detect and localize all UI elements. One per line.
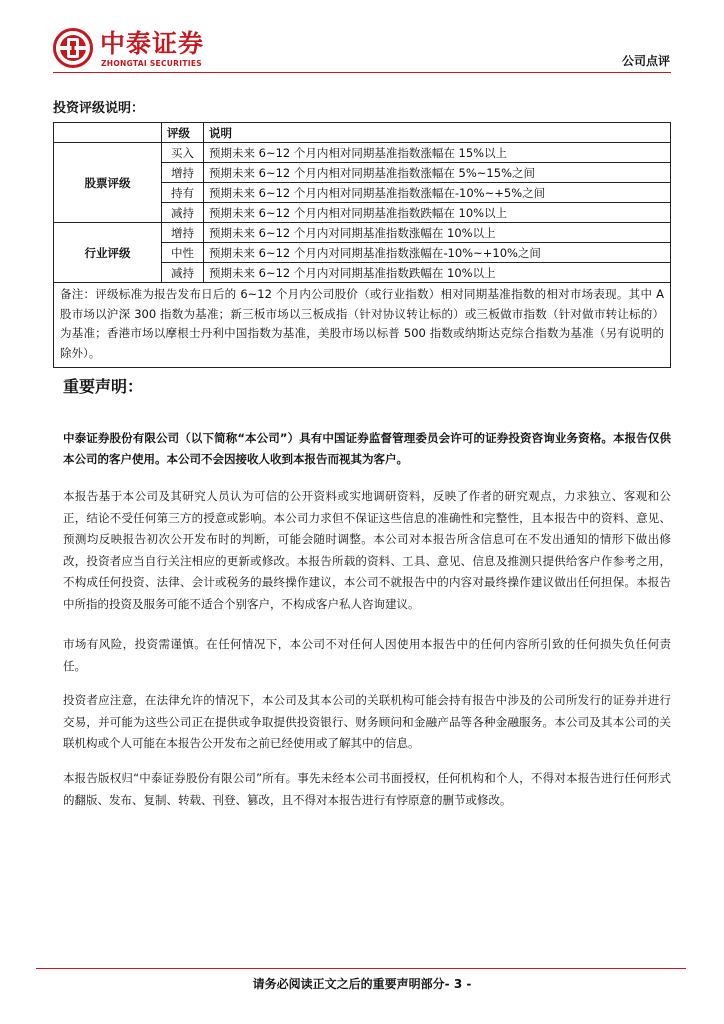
rating-level: 持有 (162, 183, 204, 203)
table-header-desc: 说明 (204, 123, 671, 143)
rating-level: 增持 (162, 163, 204, 183)
stock-rating-category: 股票评级 (54, 143, 162, 223)
table-header-blank (54, 123, 162, 143)
rating-desc: 预期未来 6~12 个月内相对同期基准指数跌幅在 10%以上 (204, 203, 671, 223)
logo-text-cn: 中泰证券 (100, 29, 205, 58)
rating-level: 减持 (162, 263, 204, 283)
rating-level: 买入 (162, 143, 204, 163)
rating-level: 增持 (162, 223, 204, 243)
table-row (54, 223, 671, 243)
table-header-rating: 评级 (162, 123, 204, 143)
zhongtai-logo-icon (53, 28, 93, 68)
report-type-label: 公司点评 (621, 54, 670, 68)
disclaimer-title: 重要声明： (63, 377, 144, 396)
rating-desc: 预期未来 6~12 个月内相对同期基准指数涨幅在 5%~15%之间 (204, 163, 671, 183)
rating-table (53, 122, 671, 368)
disclaimer-paragraph-copyright: 本报告版权归“中泰证券股份有限公司”所有。事先未经本公司书面授权，任何机构和个人，不得对本报告进行任何形式的翻版、发布、复制、转载、刊登、篡改，且不得对本报告进行有悖原意的删节或修改。 (63, 771, 671, 807)
footer-divider (36, 968, 686, 969)
header-divider (53, 72, 671, 73)
rating-desc: 预期未来 6~12 个月内对同期基准指数涨幅在-10%~+10%之间 (204, 243, 671, 263)
disclaimer-paragraph-basis: 本报告基于本公司及其研究人员认为可信的公开资料或实地调研资料，反映了作者的研究观点，力求独立、客观和公正，结论不受任何第三方的授意或影响。本公司力求但不保证这些信息的准确性和完整性，且本报告中的资料、意见、预测均反映报告初次公开发布时的判断，可能会随时调整。本公司对本报告所含信息可在不发出通知的情形下做出修改，投资者应当自行关注相应的更新或修改。本报告所载的资料、工具、意见、信息及推测只提供给客户作参考之用，不构成任何投资、法律、会计或税务的最终操作建议，本公司不就报告中的内容对最终操作建议做出任何担保。本报告中所指的投资及服务可能不适合个别客户，不构成客户私人咨询建议。 (63, 489, 671, 611)
page-footer: 请务必阅读正文之后的重要声明部分- 3 - (252, 977, 472, 991)
page-header (0, 0, 724, 80)
rating-desc: 预期未来 6~12 个月内相对同期基准指数涨幅在 15%以上 (204, 143, 671, 163)
disclaimer-paragraph-qualification: 中泰证券股份有限公司（以下简称“本公司”）具有中国证券监督管理委员会许可的证券投资咨询业务资格。本报告仅供本公司的客户使用。本公司不会因接收人收到本报告而视其为客户。 (63, 431, 671, 466)
rating-section-title: 投资评级说明： (53, 101, 145, 116)
industry-rating-category: 行业评级 (54, 223, 162, 283)
disclaimer-paragraph-risk: 市场有风险，投资需谨慎。在任何情况下，本公司不对任何人因使用本报告中的任何内容所引致的任何损失负任何责任。 (63, 637, 671, 673)
disclaimer-paragraph-conflict: 投资者应注意，在法律允许的情况下，本公司及其本公司的关联机构可能会持有报告中涉及的公司所发行的证券并进行交易，并可能为这些公司正在提供或争取提供投资银行、财务顾问和金融产品等各种金融服务。本公司及其本公司的关联机构或个人可能在本报告公开发布之前已经使用或了解其中的信息。 (63, 693, 671, 750)
rating-note: 备注：评级标准为报告发布日后的 6~12 个月内公司股价（或行业指数）相对同期基准指数的相对市场表现。其中 A 股市场以沪深 300 指数为基准；新三板市场以三板成指（针对协议转让标的）或三板做市指数（针对做市转让标的）为基准；香港市场以摩根士丹利中国指数为基准，美股市场以标普 500 指数或纳斯达克综合指数为基准（另有说明的除外）。 (54, 283, 671, 368)
table-row (54, 143, 671, 163)
rating-desc: 预期未来 6~12 个月内对同期基准指数跌幅在 10%以上 (204, 263, 671, 283)
table-note-row (54, 283, 671, 368)
rating-level: 减持 (162, 203, 204, 223)
logo-text-en: ZHONGTAI SECURITIES (101, 59, 202, 68)
table-header-row (54, 123, 671, 143)
rating-level: 中性 (162, 243, 204, 263)
rating-desc: 预期未来 6~12 个月内相对同期基准指数涨幅在-10%~+5%之间 (204, 183, 671, 203)
rating-desc: 预期未来 6~12 个月内对同期基准指数涨幅在 10%以上 (204, 223, 671, 243)
